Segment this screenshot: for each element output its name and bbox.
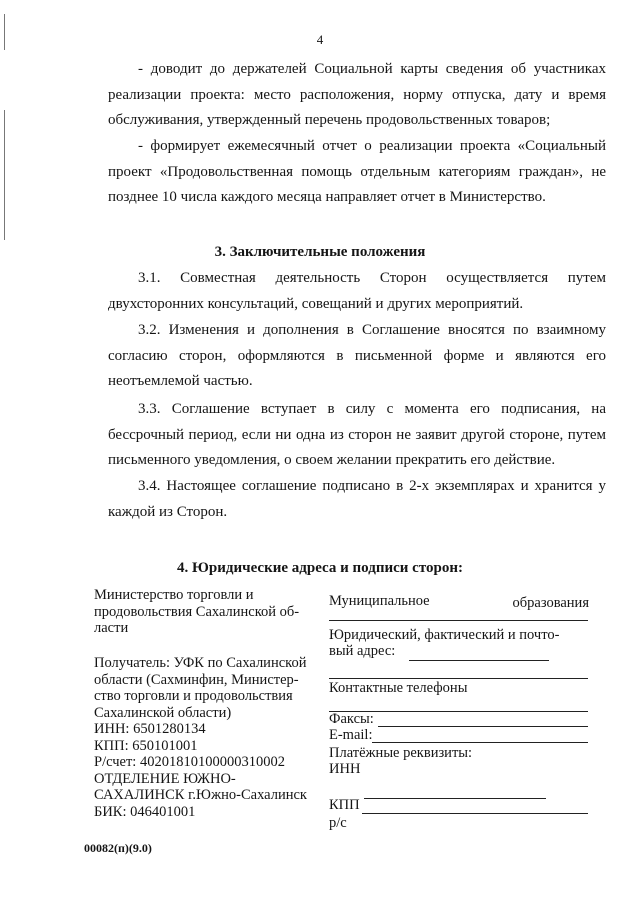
kpp-fill-line: [362, 813, 588, 814]
ministry-name-line: Министерство торговли и: [94, 587, 254, 603]
ministry-detail-line: Получатель: УФК по Сахалинской: [94, 655, 307, 671]
address-fill-line: [409, 660, 549, 661]
address-label-row-1: Юридический, фактический и почто-: [329, 627, 560, 643]
ministry-detail-line: ство торговли и продовольствия: [94, 688, 293, 704]
signature-line: [329, 620, 588, 621]
payment-details-label: Платёжные реквизиты:: [329, 745, 473, 761]
municipality-word-1: Муниципальное: [329, 593, 430, 609]
bullet-paragraph-2: - формирует ежемесячный отчет о реализации проекта «Социальный проект «Продовольственная помощь отдельным категориям граждан», не позднее 10 числа каждого месяца направляет отчет в Министерство.: [108, 138, 606, 205]
account-label: р/с: [329, 815, 347, 831]
email-label: E-mail:: [329, 727, 373, 743]
ministry-inn: ИНН: 6501280134: [94, 721, 206, 737]
ministry-name-line: продовольствия Сахалинской об-: [94, 603, 300, 620]
bullet-paragraph-1: - доводит до держателей Социальной карты сведения об участниках реализации проекта: место расположения, норму отпуска, дату и время обслуживания, утвержденный перечень продовольственных товаров;: [108, 61, 606, 128]
ministry-bank-line: ОТДЕЛЕНИЕ ЮЖНО-: [94, 770, 236, 787]
section-3-paragraph-2: 3.2. Изменения и дополнения в Соглашение вносятся по взаимному согласию сторон, оформляются в письменной форме и являются его неотъемлемой частью.: [108, 322, 606, 389]
ministry-details-block: [94, 655, 316, 820]
ministry-bank-line: САХАЛИНСК г.Южно-Сахалинск: [94, 787, 307, 803]
ministry-detail-line: Сахалинской области): [94, 704, 232, 721]
address-fill-line: [329, 678, 588, 679]
municipality-word-2: образования: [512, 595, 589, 611]
ministry-detail-line: области (Сахминфин, Министер-: [94, 671, 299, 688]
kpp-label: КПП: [329, 797, 360, 813]
section-3-paragraph-4: 3.4. Настоящее соглашение подписано в 2-х экземплярах и хранится у каждой из Сторон.: [108, 478, 606, 520]
address-label-row-2: [329, 643, 589, 660]
page-number: 4: [316, 32, 324, 47]
ministry-kpp: КПП: 650101001: [94, 737, 198, 754]
scan-edge-line: [4, 110, 5, 240]
inn-fill-line: [364, 798, 546, 799]
ministry-bik: БИК: 046401001: [94, 803, 196, 820]
ministry-block: [94, 587, 316, 637]
inn-label: ИНН: [329, 761, 361, 777]
document-code: 00082(п)(9.0): [84, 841, 152, 855]
section-3-paragraph-1: 3.1. Совместная деятельность Сторон осуществляется путем двухсторонних консультаций, совещаний и других мероприятий.: [108, 270, 606, 312]
ministry-name-line: ласти: [94, 620, 129, 636]
email-fill-line: [372, 742, 588, 743]
municipality-name-row: [329, 593, 589, 610]
section-3-heading: 3. Заключительные положения: [214, 244, 426, 260]
address-label: вый адрес:: [329, 643, 396, 659]
section-4-heading: 4. Юридические адреса и подписи сторон:: [177, 560, 463, 576]
ministry-account: Р/счет: 40201810100000310002: [94, 754, 285, 770]
fax-label: Факсы:: [329, 711, 374, 727]
section-3-paragraph-3: 3.3. Соглашение вступает в силу с момента его подписания, на бессрочный период, если ни одна из сторон не заявит другой стороне, путем письменного уведомления, о своем желании прекратить его действие.: [108, 401, 606, 468]
phones-label: Контактные телефоны: [329, 680, 468, 696]
